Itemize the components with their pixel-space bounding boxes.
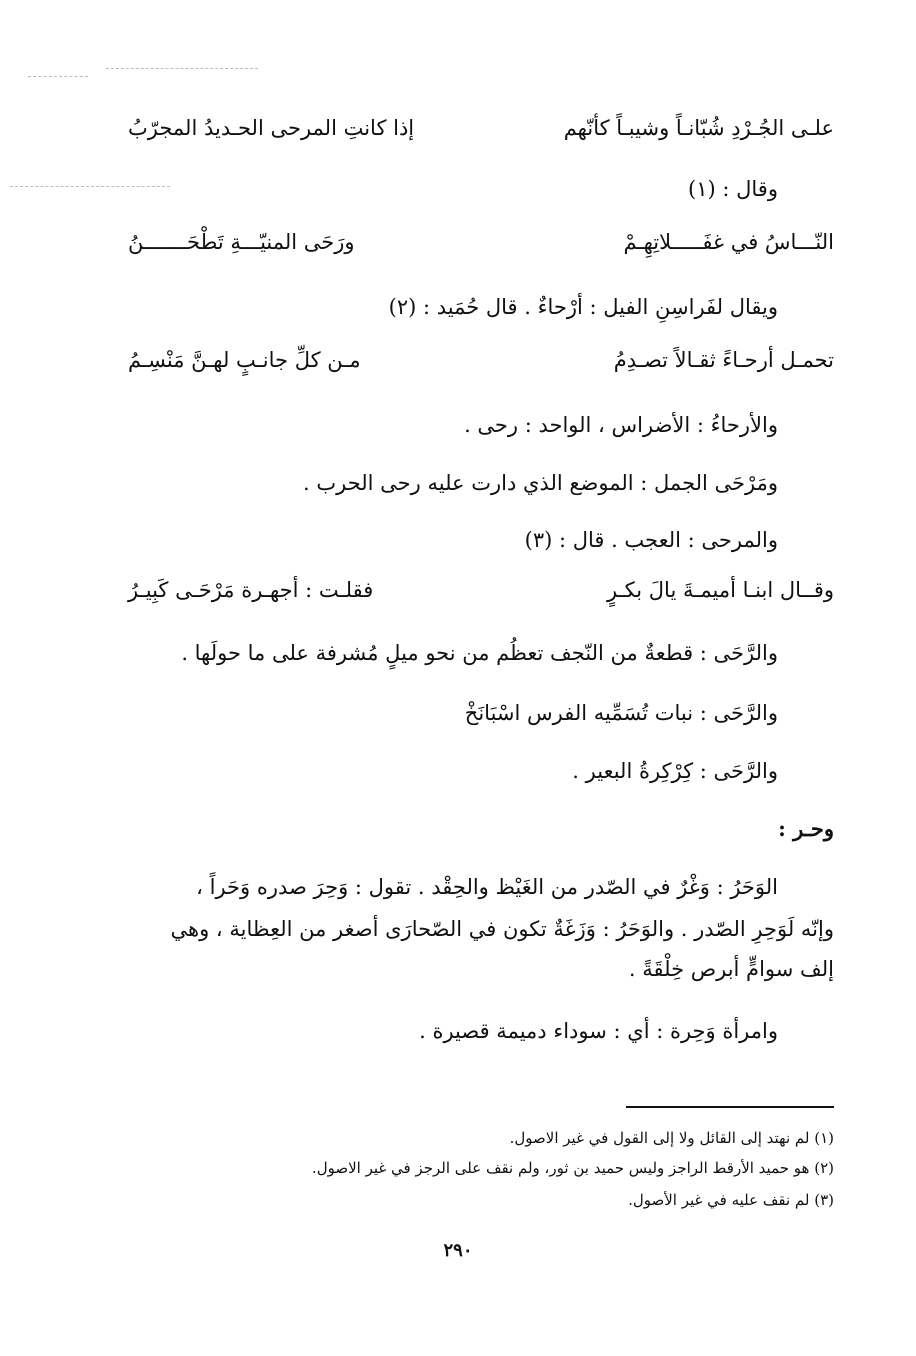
footnote: (٢) هو حميد الأرقط الراجز وليس حميد بن ثور، ولم نقف على الرجز في غير الاصول. xyxy=(311,1159,834,1177)
footnote: (٣) لم نقف عليه في غير الأصول. xyxy=(628,1191,834,1209)
text-line: والأرحاءُ : الأضراس ، الواحد : رحى . xyxy=(464,413,778,437)
text-line: والرَّحَى : قطعةٌ من النّجف تعظُم من نحو ميلٍ مُشرفة على ما حولَها . xyxy=(181,641,778,665)
verse-hemistich-second: إذا كانتِ المرحى الحـديدُ المجرّبُ xyxy=(128,116,415,140)
text-line: والرَّحَى : نبات تُسَمِّيه الفرس اسْبَانَخْ xyxy=(464,701,778,725)
verse-line xyxy=(128,230,834,270)
text-line: والمرحى : العجب . قال : (٣) xyxy=(524,528,778,552)
paragraph-line: وإنّه لَوَحِرِ الصّدر . والوَحَرُ : وَزَغَةٌ تكون في الصّحارَى أصغر من العِظاية ، وهي xyxy=(170,917,834,941)
scan-artifact-line xyxy=(28,76,88,77)
verse-hemistich-first: النّـــاسُ في غفَـــــلاتِهِـمْ xyxy=(623,230,834,254)
text-line: ومَرْحَى الجمل : الموضع الذي دارت عليه رحى الحرب . xyxy=(303,471,778,495)
verse-hemistich-first: وقــال ابنـا أميمـةَ يالَ بكـرٍ xyxy=(606,578,834,602)
section-heading: وحـر : xyxy=(778,816,834,841)
paragraph-line: إلف سوامٍّ أبرص خِلْقَةً . xyxy=(628,957,834,981)
verse-hemistich-first: علـى الجُـرْدِ شُبّانـاً وشيبـاً كأنّهم xyxy=(563,116,834,140)
footnote-divider xyxy=(626,1106,834,1108)
text-line: وامرأة وَحِرة : أي : سوداء دميمة قصيرة . xyxy=(419,1019,778,1043)
verse-hemistich-second: ورَحَى المنيّـــةِ تَطْحَـــــــنُ xyxy=(128,230,355,254)
text-line: وقال : (١) xyxy=(688,177,778,201)
verse-hemistich-second: مـن كلِّ جانـبٍ لهـنَّ مَنْسِـمُ xyxy=(128,348,361,372)
scan-artifact-line xyxy=(106,68,258,69)
paragraph-line: الوَحَرُ : وَغْرٌ في الصّدر من الغَيْظ والحِقْد . تقول : وَحِرَ صدره وَحَراً ، xyxy=(196,875,778,899)
verse-line xyxy=(128,578,834,618)
verse-hemistich-first: تحمـل أرحـاءً ثقـالاً تصـدِمُ xyxy=(613,348,834,372)
text-line: ويقال لفَراسِنِ الفيل : أرْحاءٌ . قال حُمَيد : (٢) xyxy=(388,295,778,319)
verse-line xyxy=(128,348,834,388)
text-line: والرَّحَى : كِرْكِرةُ البعير . xyxy=(572,759,778,783)
verse-line xyxy=(128,116,834,156)
verse-hemistich-second: فقلـت : أجهـرة مَرْحَـى كَبِيـرُ xyxy=(128,578,374,602)
page-number: ٢٩٠ xyxy=(443,1240,473,1261)
footnote: (١) لم نهتد إلى القائل ولا إلى القول في غير الاصول. xyxy=(509,1129,834,1147)
